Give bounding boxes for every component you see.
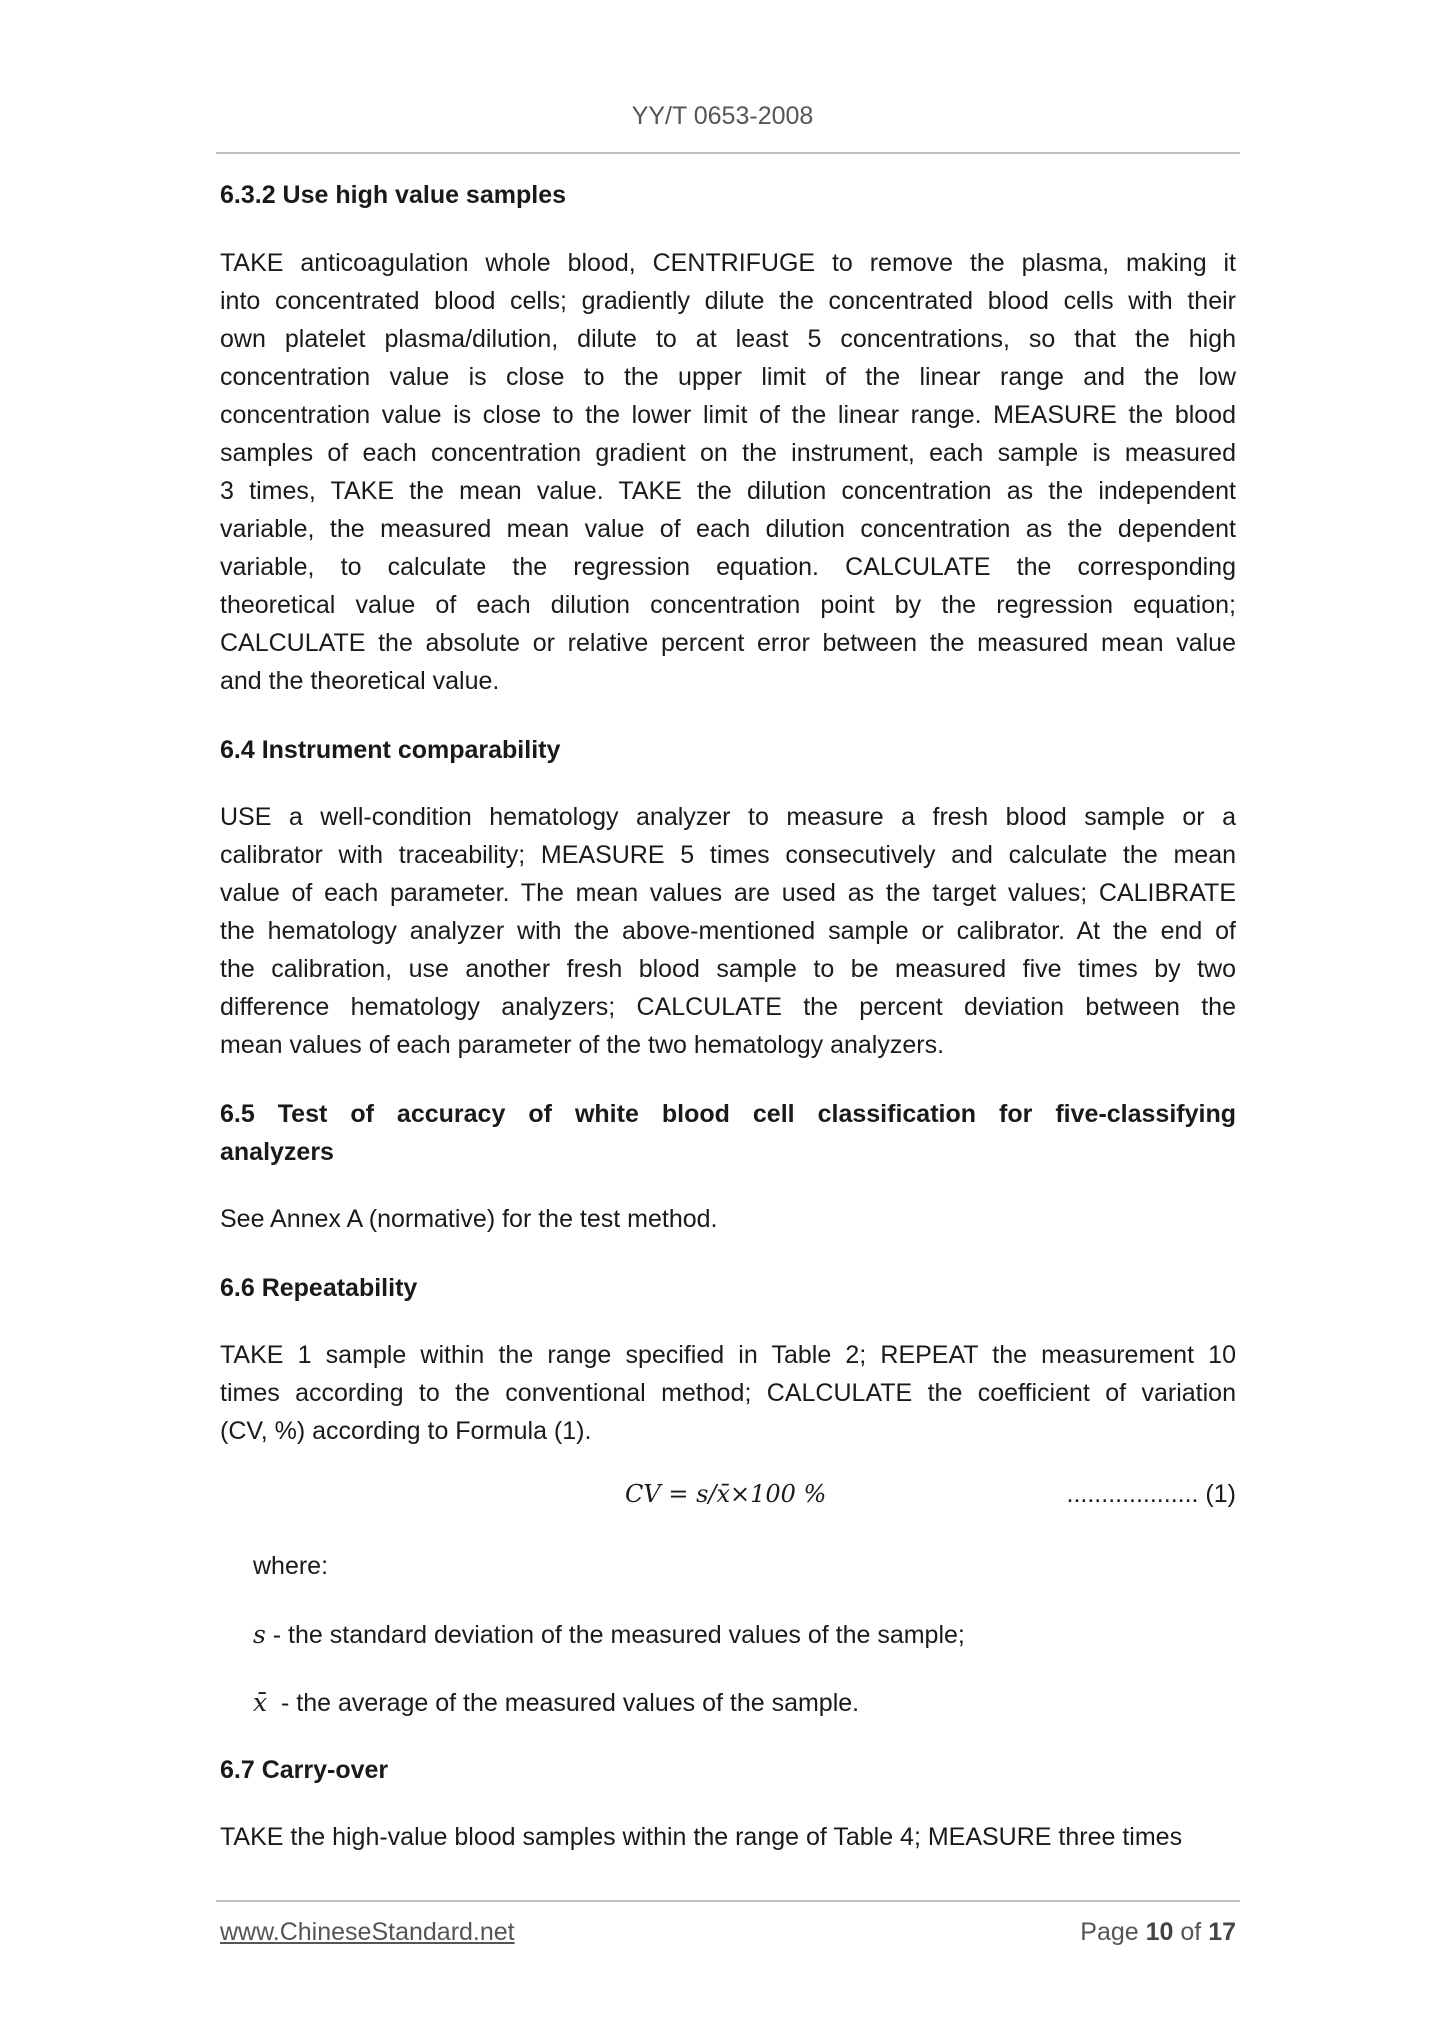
page-of-label: of xyxy=(1173,1918,1209,1946)
symbol-s: s xyxy=(253,1620,266,1649)
definition-x-bar xyxy=(253,1684,1269,1722)
text-line: theoretical value of each dilution concentration point by the regression equation; xyxy=(220,591,1236,619)
formula-number: ................... (1) xyxy=(1066,1480,1236,1508)
paragraph-6-4 xyxy=(220,798,1236,1064)
heading-line: analyzers xyxy=(220,1138,334,1166)
website-link[interactable]: www.ChineseStandard.net xyxy=(220,1918,515,1946)
text-line: USE a well-condition hematology analyzer to measure a fresh blood sample or a xyxy=(220,803,1236,831)
cv-formula: CV = s/x̄×100 % xyxy=(625,1480,827,1508)
definition-s xyxy=(253,1616,1269,1654)
text-line: TAKE 1 sample within the range specified in Table 2; REPEAT the measurement 10 xyxy=(220,1341,1236,1369)
section-heading-6-6: 6.6 Repeatability xyxy=(220,1274,418,1302)
text-line: mean values of each parameter of the two hematology analyzers. xyxy=(220,1031,945,1059)
document-id-header: YY/T 0653-2008 xyxy=(631,102,814,130)
symbol-x-bar: x̄ xyxy=(253,1688,268,1717)
text-line: variable, to calculate the regression equation. CALCULATE the corresponding xyxy=(220,553,1236,581)
paragraph-6-6 xyxy=(220,1336,1236,1450)
text-line: own platelet plasma/dilution, dilute to at least 5 concentrations, so that the high xyxy=(220,325,1236,353)
section-heading-6-5 xyxy=(220,1095,1236,1171)
definition-text: - the average of the measured values of the sample. xyxy=(267,1689,860,1717)
paragraph-6-5: See Annex A (normative) for the test method. xyxy=(220,1205,718,1233)
heading-line: 6.5 Test of accuracy of white blood cell classification for five-classifying xyxy=(220,1100,1236,1128)
text-line: CALCULATE the absolute or relative percent error between the measured mean value xyxy=(220,629,1236,657)
text-line: times according to the conventional method; CALCULATE the coefficient of variation xyxy=(220,1379,1236,1407)
header-divider xyxy=(216,152,1240,154)
text-line: concentration value is close to the lower limit of the linear range. MEASURE the blood xyxy=(220,401,1236,429)
total-pages: 17 xyxy=(1208,1918,1236,1946)
definition-text: - the standard deviation of the measured values of the sample; xyxy=(265,1621,965,1649)
page-number xyxy=(1080,1918,1236,1947)
text-line: 3 times, TAKE the mean value. TAKE the dilution concentration as the independent xyxy=(220,477,1236,505)
where-label: where: xyxy=(253,1552,329,1580)
paragraph-6-7: TAKE the high-value blood samples within the range of Table 4; MEASURE three times xyxy=(220,1823,1183,1851)
text-line: the hematology analyzer with the above-mentioned sample or calibrator. At the end of xyxy=(220,917,1236,945)
text-line: variable, the measured mean value of each dilution concentration as the dependent xyxy=(220,515,1236,543)
section-heading-6-3-2: 6.3.2 Use high value samples xyxy=(220,181,566,209)
text-line: and the theoretical value. xyxy=(220,667,500,695)
page-label: Page xyxy=(1080,1918,1146,1946)
section-heading-6-7: 6.7 Carry-over xyxy=(220,1756,389,1784)
text-line: TAKE anticoagulation whole blood, CENTRIFUGE to remove the plasma, making it xyxy=(220,249,1236,277)
paragraph-6-3-2 xyxy=(220,244,1236,700)
footer-divider xyxy=(216,1900,1240,1902)
text-line: into concentrated blood cells; gradiently dilute the concentrated blood cells with their xyxy=(220,287,1236,315)
current-page: 10 xyxy=(1145,1918,1174,1946)
text-line: samples of each concentration gradient on the instrument, each sample is measured xyxy=(220,439,1236,467)
text-line: (CV, %) according to Formula (1). xyxy=(220,1417,592,1445)
text-line: calibrator with traceability; MEASURE 5 times consecutively and calculate the mean xyxy=(220,841,1236,869)
section-heading-6-4: 6.4 Instrument comparability xyxy=(220,736,561,764)
text-line: difference hematology analyzers; CALCULATE the percent deviation between the xyxy=(220,993,1236,1021)
text-line: concentration value is close to the upper limit of the linear range and the low xyxy=(220,363,1236,391)
text-line: value of each parameter. The mean values are used as the target values; CALIBRATE xyxy=(220,879,1236,907)
text-line: the calibration, use another fresh blood sample to be measured five times by two xyxy=(220,955,1236,983)
